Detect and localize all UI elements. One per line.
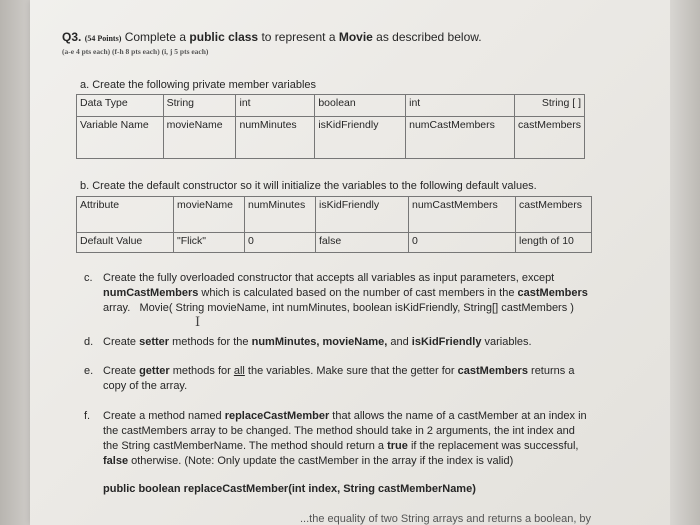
page-shadow-left <box>0 0 30 525</box>
cell-variable-name-header: Variable Name <box>77 117 164 159</box>
constructor-signature: Movie( String movieName, int numMinutes, boolean isKidFriendly, String[] castMembers ) <box>139 302 574 314</box>
part-c-line2-text: which is calculated based on the number of cast members in the <box>198 287 518 299</box>
cell-default-isKidFriendly: false <box>316 233 409 253</box>
cell-attr-castMembers: castMembers <box>516 197 592 233</box>
part-f-line3-text: the String castMemberName. The method should return a <box>103 440 388 452</box>
bold-false: false <box>103 455 129 467</box>
part-e-line2: copy of the array. <box>103 380 188 392</box>
cell-attribute-header: Attribute <box>77 197 174 233</box>
part-d-text-mid: methods for the <box>169 336 252 348</box>
cell-var-castMembers: castMembers <box>514 117 584 159</box>
cell-attr-movieName: movieName <box>174 197 245 233</box>
part-f-line4-text: otherwise. (Note: Only update the castMember in the array if the index is valid) <box>128 455 514 467</box>
title-text-end: as described below. <box>372 30 482 44</box>
question-number: Q3. <box>62 30 82 44</box>
part-f-line3 <box>103 439 587 454</box>
cell-default-movieName: "Flick" <box>174 233 245 253</box>
question-points: (54 Points) <box>84 34 122 43</box>
cell-default-numCastMembers: 0 <box>409 233 516 253</box>
part-c-line3 <box>103 301 588 316</box>
cell-var-numMinutes: numMinutes <box>236 117 315 159</box>
part-d-label: d. <box>84 336 94 348</box>
part-a-table <box>76 94 585 159</box>
bold-numCastMembers: numCastMembers <box>103 287 199 299</box>
bold-replaceCastMember: replaceCastMember <box>224 410 330 422</box>
part-d <box>84 335 532 350</box>
part-f-line1 <box>103 409 587 424</box>
part-e-text-mid2: the variables. Make sure that the getter for <box>244 365 458 377</box>
cell-attr-isKidFriendly: isKidFriendly <box>316 197 409 233</box>
cell-type-string: String <box>163 95 236 117</box>
part-d-text-end: variables. <box>481 336 532 348</box>
cell-type-int: int <box>236 95 315 117</box>
part-f-line4 <box>103 454 587 469</box>
part-e-line1 <box>103 364 574 379</box>
cell-type-string-array: String [ ] <box>514 95 584 117</box>
part-f <box>84 409 587 497</box>
bold-getter: getter <box>139 365 170 377</box>
part-c-line2 <box>103 286 588 301</box>
cell-var-numCastMembers: numCastMembers <box>406 117 515 159</box>
part-f-line2: the castMembers array to be changed. The method should take in 2 arguments, the int index and <box>103 425 575 437</box>
cell-attr-numCastMembers: numCastMembers <box>409 197 516 233</box>
cell-var-isKidFriendly: isKidFriendly <box>315 117 406 159</box>
title-text-mid: to represent a <box>258 30 339 44</box>
part-b-label: b. Create the default constructor so it will initialize the variables to the following default values. <box>80 180 537 192</box>
bold-isKidFriendly: isKidFriendly <box>411 336 482 348</box>
cell-var-movieName: movieName <box>163 117 236 159</box>
part-e-text-mid: methods for <box>169 365 234 377</box>
part-d-and: and <box>387 336 412 348</box>
cell-default-castMembers: length of 10 <box>516 233 592 253</box>
underline-all: all <box>233 365 245 377</box>
title-text: Complete a <box>124 30 190 44</box>
part-e <box>84 364 574 394</box>
part-f-text-end: that allows the name of a castMember at an index in <box>329 410 587 422</box>
cell-data-type-header: Data Type <box>77 95 164 117</box>
part-a-label: a. Create the following private member variables <box>80 79 317 91</box>
page-shadow-right <box>670 0 700 525</box>
cell-default-numMinutes: 0 <box>245 233 316 253</box>
part-f-label: f. <box>84 410 91 422</box>
part-e-label: e. <box>84 365 94 377</box>
text-cursor-icon: I <box>195 315 201 330</box>
bold-castMembers-getter: castMembers <box>457 365 528 377</box>
bold-setter: setter <box>139 336 170 348</box>
cell-type-boolean: boolean <box>315 95 406 117</box>
bold-setter-vars: numMinutes, movieName, <box>251 336 388 348</box>
part-c-array-word: array. <box>103 302 131 314</box>
question-title <box>62 30 482 44</box>
part-b-table <box>76 196 592 253</box>
title-bold-movie: Movie <box>338 30 373 44</box>
part-e-text-end: returns a <box>527 365 575 377</box>
part-d-line1 <box>103 335 532 350</box>
bold-castMembers: castMembers <box>517 287 588 299</box>
cell-attr-numMinutes: numMinutes <box>245 197 316 233</box>
question-subtitle: (a-e 4 pts each) (f-h 8 pts each) (i, j 5 pts each) <box>62 47 209 56</box>
replaceCastMember-signature: public boolean replaceCastMember(int index, String castMemberName) <box>103 483 476 495</box>
title-bold-public-class: public class <box>189 30 259 44</box>
cell-default-value-header: Default Value <box>77 233 174 253</box>
bold-true: true <box>387 440 408 452</box>
part-c <box>84 271 588 316</box>
part-f-line3-end: if the replacement was successful, <box>407 440 579 452</box>
part-g-partial-line: ...the equality of two String arrays and returns a boolean, by <box>300 513 592 525</box>
part-e-text: Create <box>103 365 140 377</box>
part-c-line1: Create the fully overloaded constructor that accepts all variables as input parameters, except <box>103 272 555 284</box>
part-f-text: Create a method named <box>103 410 225 422</box>
part-d-text: Create <box>103 336 140 348</box>
cell-type-int-2: int <box>406 95 515 117</box>
part-c-label: c. <box>84 272 93 284</box>
